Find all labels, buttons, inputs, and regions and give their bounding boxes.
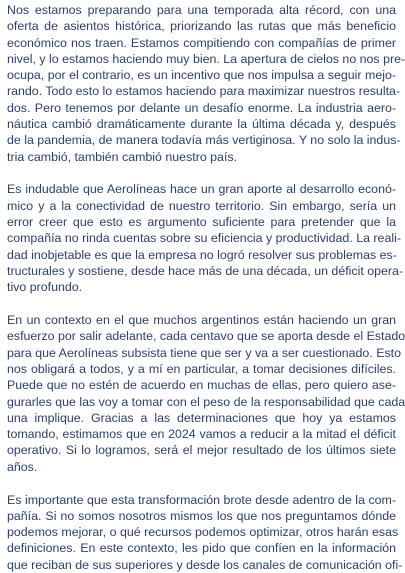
text-line: económico nos traen. Estamos compitiendo con compañías de primer [7, 35, 396, 50]
paragraph-3 [7, 312, 405, 475]
text-line: nos obligará a todos, y a mí en particular, a tomar decisiones difíciles. [7, 361, 396, 376]
text-line: Es indudable que Aerolíneas hace un gran aporte al desarrollo econó- [7, 182, 396, 197]
paragraph-1 [7, 2, 405, 165]
text-line: náutica cambió dramáticamente durante la última década y, después [7, 117, 396, 132]
text-line: pañía. Si no somos nosotros mismos los que nos preguntamos dónde [7, 508, 396, 523]
text-line: En un contexto en el que muchos argentinos están haciendo un gran [7, 313, 396, 328]
text-line: ocupa, por el contrario, es un incentivo que nos impulsa a seguir mejo- [7, 68, 396, 83]
text-line: error creer que esto es argumento suficiente para pretender que la [7, 215, 396, 230]
text-line: esfuerzo por salir adelante, cada centavo que se aporta desde el Estado [7, 329, 405, 344]
text-line: rando. Todo esto lo estamos haciendo para maximizar nuestros resulta- [7, 84, 401, 99]
text-line: nivel, y lo estamos haciendo muy bien. La apertura de cielos no nos pre- [7, 51, 405, 66]
paragraph-4 [7, 492, 403, 573]
text-line: definiciones. En este contexto, les pido que confíen en la información [7, 541, 396, 556]
text-line: que reciban de sus superiores y desde los canales de comunicación ofi- [7, 557, 403, 572]
text-line: tructurales y sostiene, desde hace más de una década, un déficit opera- [7, 263, 404, 278]
text-line: Puede que no estén de acuerdo en muchas de ellas, pero quiero ase- [7, 378, 396, 393]
text-line: dad inobjetable es que la empresa no logró resolver sus problemas es- [7, 247, 397, 262]
text-line: dos. Pero tenemos por delante un desafío enorme. La industria aero- [7, 100, 396, 115]
text-line: Nos estamos preparando para una temporada alta récord, con una [7, 3, 396, 17]
text-line: mico y a la conectividad de nuestro territorio. Sin embargo, sería un [7, 198, 396, 213]
text-line: gurarles que las voy a tomar con el peso de la responsabilidad que cada [7, 394, 405, 409]
text-line: una implique. Gracias a las determinaciones que hoy ya estamos [7, 410, 396, 425]
text-line: oferta de asientos histórica, priorizando las rutas que más beneficio [7, 19, 396, 34]
text-line: operativo. Si lo logramos, será el mejor resultado de los últimos siete [7, 443, 396, 458]
text-line: tria cambió, también cambió nuestro país. [7, 149, 238, 164]
paragraph-2 [7, 181, 404, 295]
text-line: tomando, estimamos que en 2024 vamos a reducir a la mitad el déficit [7, 427, 396, 442]
text-line: compañía no rinda cuentas sobre su eficiencia y productividad. La reali- [7, 231, 401, 246]
text-line: de la pandemia, de manera todavía más vertiginosa. Y no solo la indus- [7, 133, 401, 148]
text-line: para que Aerolíneas subsista tiene que ser y va a ser cuestionado. Esto [7, 345, 401, 360]
text-line: podemos mejorar, o qué recursos podemos optimizar, otros harán esas [7, 525, 399, 540]
text-line: años. [7, 459, 38, 474]
text-line: tivo profundo. [7, 280, 83, 295]
text-line: Es importante que esta transformación brote desde adentro de la com- [7, 492, 396, 507]
